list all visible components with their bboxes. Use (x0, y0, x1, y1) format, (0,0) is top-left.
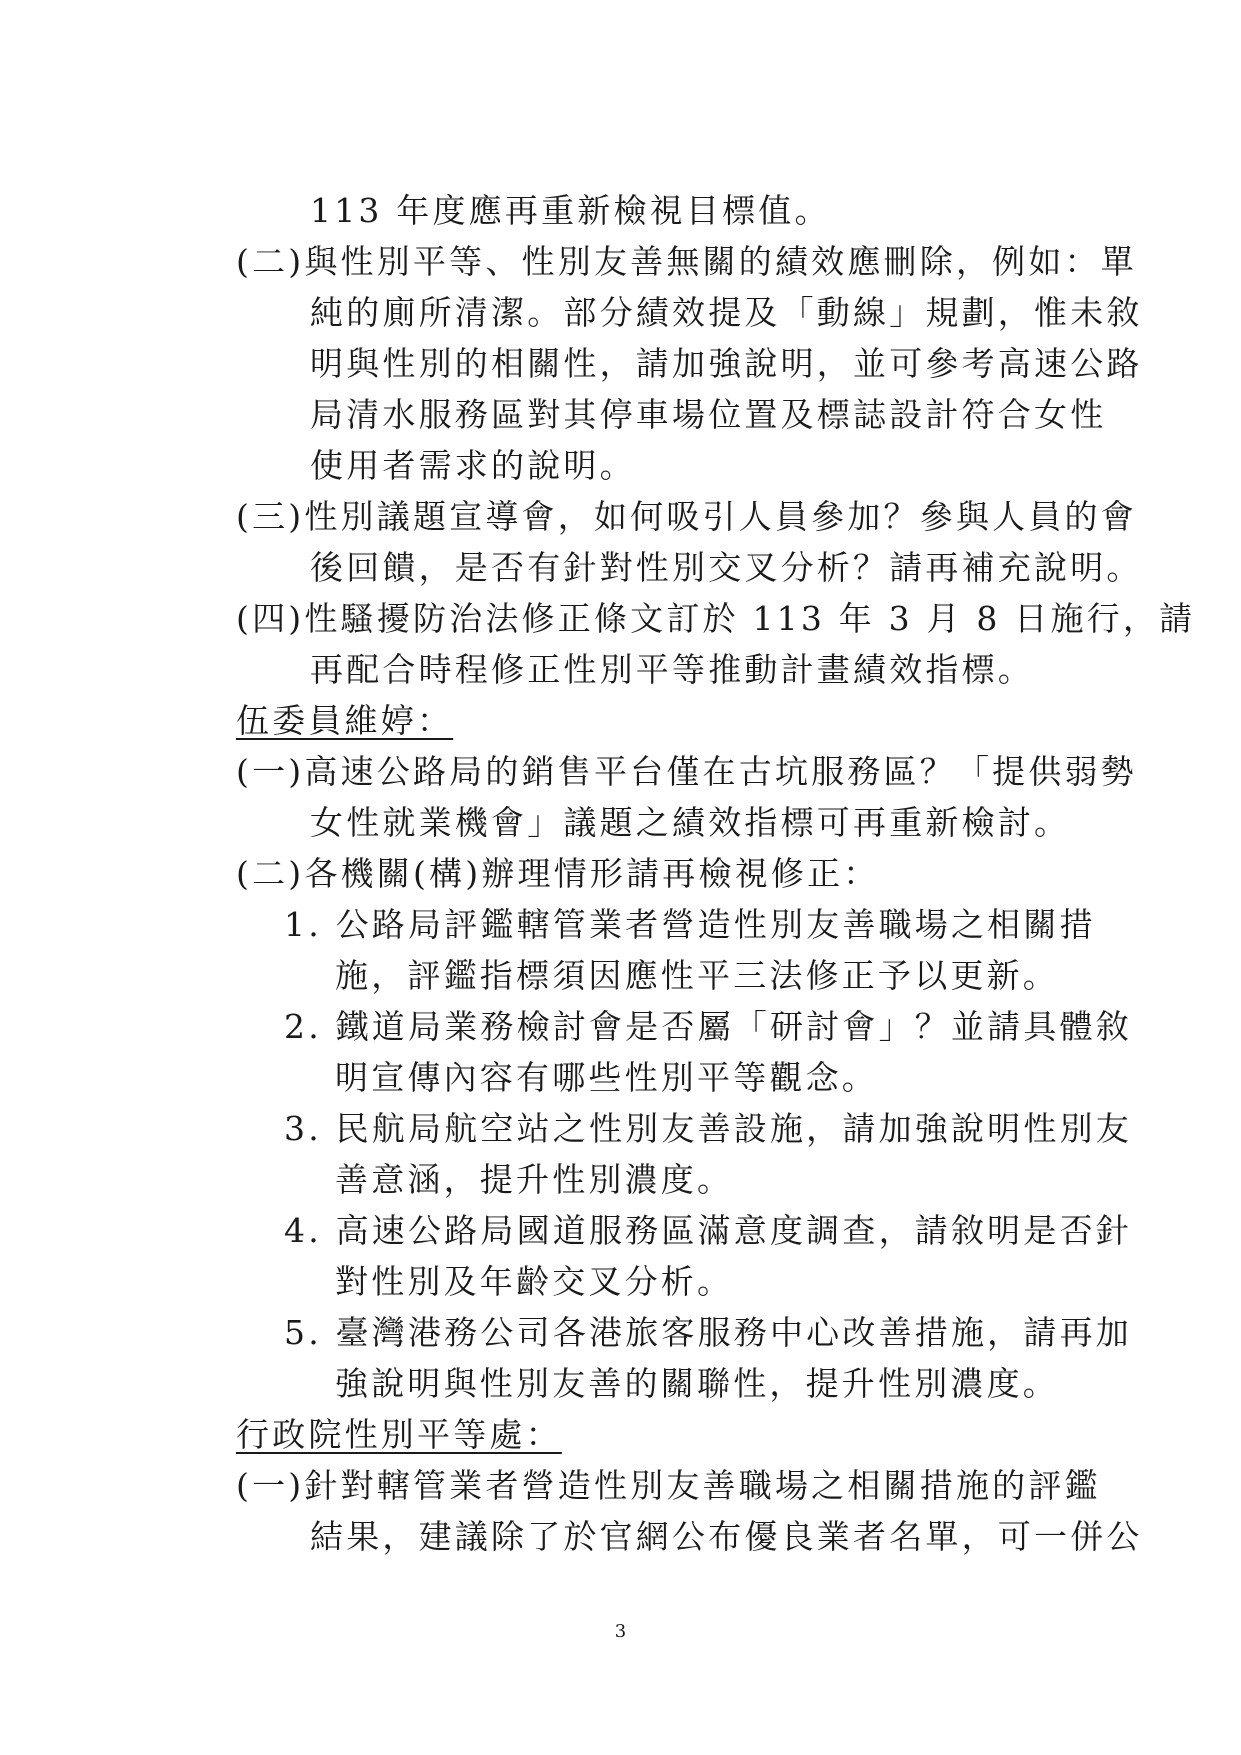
page-number: 3 (614, 1621, 627, 1642)
text-line: 純的廁所清潔。部分績效提及「動線」規劃，惟未敘 (310, 293, 1143, 332)
list-item: 1. 公路局評鑑轄管業者營造性別友善職場之相關措 (284, 905, 1096, 944)
text-line: 明與性別的相關性，請加強說明，並可參考高速公路 (310, 344, 1143, 383)
text-line: 善意涵，提升性別濃度。 (335, 1160, 734, 1199)
text-line: 再配合時程修正性別平等推動計畫績效指標。 (310, 650, 1034, 689)
list-item: 4. 高速公路局國道服務區滿意度調查，請敘明是否針 (284, 1211, 1132, 1250)
text-line: 施，評鑑指標須因應性平三法修正予以更新。 (335, 956, 1059, 995)
list-item: 2. 鐵道局業務檢討會是否屬「研討會」？並請具體敘 (284, 1007, 1132, 1046)
text-line: (四)性騷擾防治法修正條文訂於 113 年 3 月 8 日施行，請 (236, 599, 1196, 638)
text-line: (三)性別議題宣導會，如何吸引人員參加？參與人員的會 (236, 497, 1137, 536)
text-line: (二)與性別平等、性別友善無關的績效應刪除，例如：單 (236, 242, 1137, 281)
text-line: (一)針對轄管業者營造性別友善職場之相關措施的評鑑 (236, 1466, 1101, 1505)
text-line: 明宣傳內容有哪些性別平等觀念。 (335, 1058, 878, 1097)
text-line: 113 年度應再重新檢視目標值。 (310, 191, 831, 230)
text-line: 結果，建議除了於官網公布優良業者名單，可一併公 (310, 1517, 1143, 1556)
text-line: 女性就業機會」議題之績效指標可再重新檢討。 (310, 803, 1071, 842)
text-line: 使用者需求的說明。 (310, 446, 636, 485)
text-line: (一)高速公路局的銷售平台僅在古坑服務區？「提供弱勢 (236, 752, 1137, 791)
text-line: 強說明與性別友善的關聯性，提升性別濃度。 (335, 1364, 1059, 1403)
list-item: 3. 民航局航空站之性別友善設施，請加強說明性別友 (284, 1109, 1132, 1148)
text-line: 後回饋，是否有針對性別交叉分析？請再補充說明。 (310, 548, 1143, 587)
section-heading: 伍委員維婷： (236, 701, 454, 740)
section-heading: 行政院性別平等處： (236, 1415, 562, 1454)
list-item: 5. 臺灣港務公司各港旅客服務中心改善措施，請再加 (284, 1313, 1132, 1352)
text-line: (二)各機關(構)辦理情形請再檢視修正： (236, 854, 880, 893)
text-line: 對性別及年齡交叉分析。 (335, 1262, 734, 1301)
text-line: 局清水服務區對其停車場位置及標誌設計符合女性 (310, 395, 1107, 434)
